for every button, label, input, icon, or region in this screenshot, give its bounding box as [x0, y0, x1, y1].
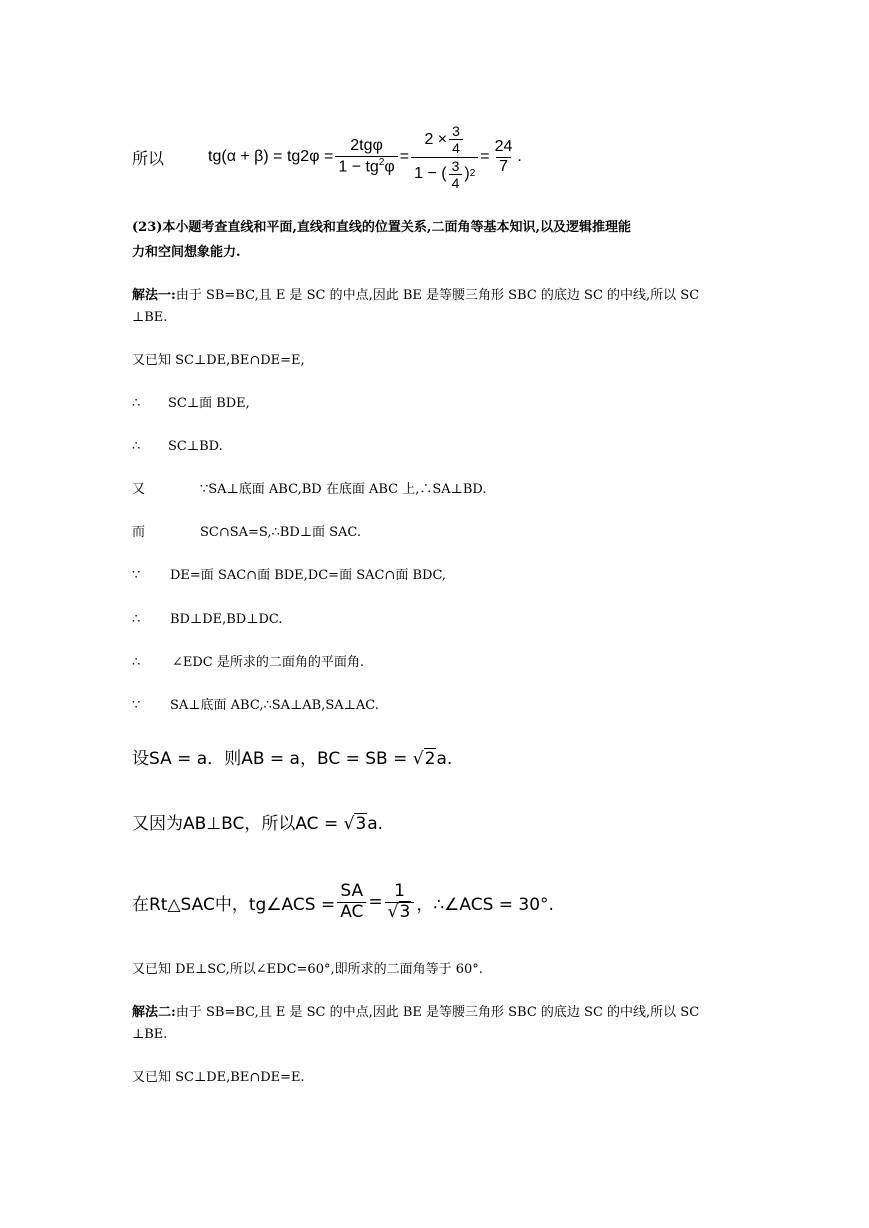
step-symbol: ∴ — [132, 439, 141, 454]
fraction-numerator: 2tgφ — [350, 137, 383, 155]
step-text: ∠EDC 是所求的二面角的平面角. — [172, 655, 365, 670]
formula-text: 设SA = a．则AB = a，BC = SB = — [132, 749, 413, 769]
fraction-sa-over-ac — [337, 882, 366, 922]
inner-numerator: 3 — [451, 157, 460, 174]
formula-text: a. — [436, 749, 453, 769]
last-line — [132, 1069, 305, 1087]
inner-denominator: 4 — [449, 174, 463, 191]
step-text: SC∩SA=S,∴BD⊥面 SAC. — [200, 525, 362, 540]
step-symbol: 而 — [132, 525, 146, 540]
den-part: 1 − tg — [338, 158, 379, 176]
formula-angle-acs — [132, 876, 554, 928]
radicand: 3 — [355, 814, 367, 834]
sqrt-expression: √3 — [387, 901, 411, 922]
sqrt-expression: √2 — [412, 749, 436, 769]
step-text: SC⊥BD. — [168, 439, 223, 454]
inner-fraction — [449, 158, 463, 191]
conclusion-line: 又已知 DE⊥SC,所以∠EDC=60°,即所求的二面角等于 60°. — [132, 962, 483, 977]
formula-set-sa — [132, 746, 452, 772]
fraction-numerator — [421, 123, 467, 156]
step-line — [132, 352, 305, 370]
equals-sign: = — [399, 148, 410, 165]
step-symbol: ∴ — [132, 396, 141, 411]
step-text: SC⊥面 BDE, — [168, 396, 250, 411]
fraction-one-over-root3 — [385, 882, 415, 922]
formula-text: 在Rt△SAC中，tg∠ACS = — [132, 894, 336, 915]
fraction-double-angle — [335, 137, 397, 176]
step-text: SC⊥DE,BE∩DE=E, — [175, 353, 305, 368]
formula-lhs: tg(α + β) = tg2φ = — [208, 148, 334, 165]
step-text: BD⊥DE,BD⊥DC. — [170, 612, 283, 627]
den-exponent: 2 — [378, 156, 385, 168]
fraction-denominator — [385, 902, 415, 923]
step-line — [132, 481, 487, 499]
period: . — [517, 148, 522, 165]
step-symbol: 又 — [132, 482, 146, 497]
step-text: SA⊥底面 ABC,∴SA⊥AB,SA⊥AC. — [170, 698, 379, 713]
den-part: ) — [464, 164, 470, 182]
formula-text: ，∴∠ACS = 30°. — [416, 894, 554, 915]
step-symbol: ∴ — [132, 655, 141, 670]
method2-line1 — [132, 1004, 699, 1022]
fraction-numerator: SA — [340, 880, 364, 901]
step-symbol: 又已知 — [132, 353, 172, 368]
step-line — [132, 395, 250, 413]
fraction-numerator: 24 — [494, 138, 513, 156]
step-text: DE=面 SAC∩面 BDE,DC=面 SAC∩面 BDC, — [170, 568, 447, 583]
fraction-denominator: AC — [337, 902, 366, 923]
fraction-denominator — [411, 157, 478, 191]
den-part: 1 − ( — [414, 164, 447, 182]
inner-numerator: 3 — [452, 123, 460, 140]
sqrt-expression: √3 — [343, 814, 367, 834]
inner-denominator: 4 — [449, 139, 463, 156]
step-text: ∵SA⊥底面 ABC,BD 在底面 ABC 上,∴SA⊥BD. — [200, 482, 487, 497]
step-line — [132, 611, 283, 629]
formula-text: a. — [367, 814, 384, 834]
method2-line2: ⊥BE. — [132, 1027, 168, 1042]
method1-text: 由于 SB=BC,且 E 是 SC 的中点,因此 BE 是等腰三角形 SBC 的底边 SC 的中线,所以 SC — [175, 288, 700, 303]
method2-text: 由于 SB=BC,且 E 是 SC 的中点,因此 BE 是等腰三角形 SBC 的底边 SC 的中线,所以 SC — [175, 1005, 700, 1020]
den-part: φ — [384, 158, 395, 176]
method1-line1 — [132, 287, 699, 305]
step-text: SC⊥DE,BE∩DE=E. — [175, 1070, 305, 1085]
inner-fraction — [449, 123, 463, 156]
q23-line1: (23)本小题考查直线和平面,直线和直线的位置关系,二面角等基本知识,以及逻辑推理能 — [132, 220, 631, 235]
method1-line2: ⊥BE. — [132, 310, 168, 325]
formula-text: 又因为AB⊥BC，所以AC = — [132, 814, 344, 834]
den-exponent: 2 — [469, 168, 476, 180]
step-line — [132, 438, 223, 456]
equals-sign: = — [368, 892, 383, 912]
formula-tan-sum — [132, 118, 522, 196]
fraction-denominator — [335, 156, 397, 177]
step-symbol: ∵ — [132, 568, 141, 583]
method1-label: 解法一: — [132, 288, 176, 303]
fraction-substituted — [411, 123, 478, 190]
fraction-result — [492, 138, 516, 176]
fraction-denominator: 7 — [496, 157, 511, 176]
radicand: 2 — [424, 749, 436, 769]
q23-line2: 力和空间想象能力. — [132, 245, 241, 260]
step-line — [132, 697, 379, 715]
num-part: 2 × — [424, 130, 448, 148]
equals-sign: = — [480, 148, 490, 165]
step-line — [132, 567, 446, 585]
formula-prefix: 所以 — [132, 148, 165, 168]
step-line — [132, 524, 361, 542]
radicand: 3 — [399, 901, 411, 922]
step-symbol: 又已知 — [132, 1070, 172, 1085]
method2-label: 解法二: — [132, 1005, 176, 1020]
formula-ac-length — [132, 811, 383, 837]
step-symbol: ∴ — [132, 612, 141, 627]
step-symbol: ∵ — [132, 698, 141, 713]
fraction-numerator: 1 — [394, 880, 405, 901]
step-line — [132, 654, 364, 672]
